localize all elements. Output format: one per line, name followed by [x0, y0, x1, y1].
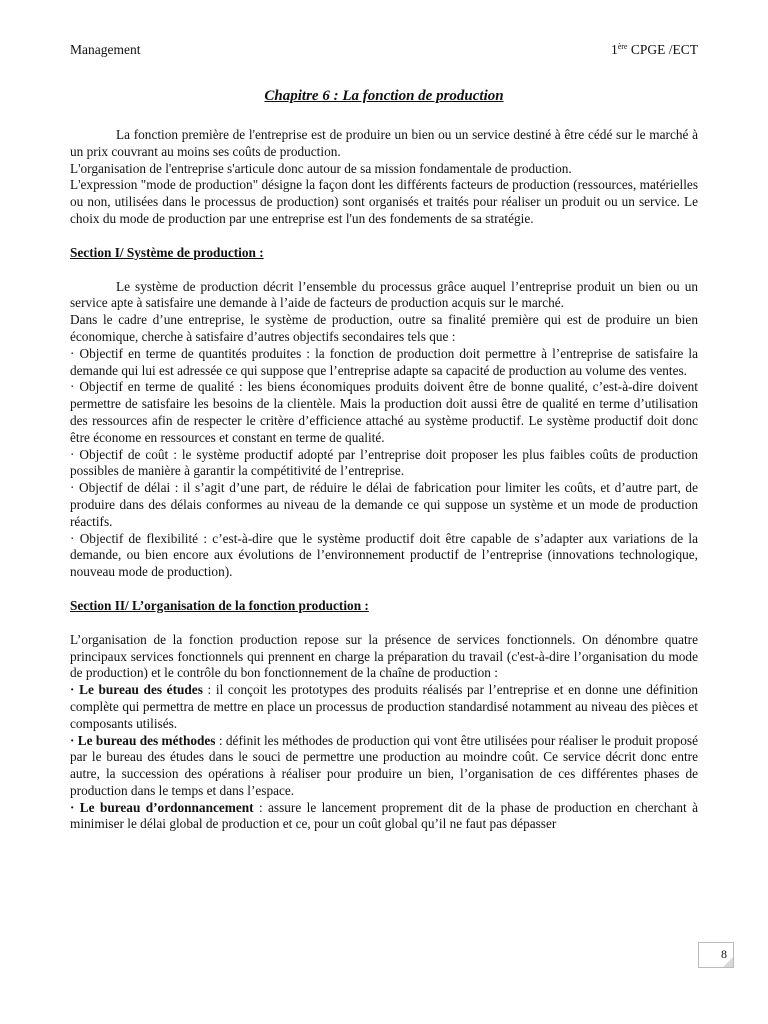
- service-label: · Le bureau d’ordonnancement: [70, 799, 254, 815]
- chapter-title: Chapitre 6 : La fonction de production: [264, 88, 504, 104]
- objective-cost: · Objectif de coût : le système productif adopté par l’entreprise doit proposer les plus faibles coûts de production possibles de manière à garantir la compétitivité de l’entreprise.: [70, 446, 698, 479]
- objective-quality: · Objectif en terme de qualité : les biens économiques produits doivent être de bonne qualité, c’est-à-dire doivent permettre de satisfaire les besoins de la clientèle. Mais la production doit aussi être de qualité en terme d’utilisation des ressources afin de respecter le critère d’efficience attaché au système productif. Le système productif doit donc être économe en ressources et constant en terme de qualité.: [70, 379, 698, 445]
- objective-quantity: · Objectif en terme de quantités produites : la fonction de production doit permettre à l’entreprise de satisfaire la demande qui lui est adressée ce qui suppose que l’entreprise adapte sa capacité de production au volume des ventes.: [70, 345, 698, 378]
- section-2-paragraph-1: L’organisation de la fonction production repose sur la présence de services fonctionnels. On dénombre quatre principaux services fonctionnels qui prennent en charge la préparation du travail (c'est-à-dire l’organisation du mode de production) et le contrôle du bon fonctionnement de la chaîne de production :: [70, 631, 698, 681]
- service-label: · Le bureau des études: [70, 682, 203, 698]
- service-bureau-ordonnancement: [70, 800, 698, 834]
- objective-delay: · Objectif de délai : il s’agit d’une part, de réduire le délai de fabrication pour limiter les coûts, et d’autre part, de produire dans des délais conformes au niveau de la demande ce qui suppose un système et un mode de production réactifs.: [70, 480, 698, 529]
- header-class-number: 1: [610, 42, 618, 57]
- header-subject: Management: [70, 42, 141, 57]
- section-1-paragraph-2: Dans le cadre d’une entreprise, le système de production, outre sa finalité première qui est de produire un bien économique, cherche à satisfaire d’autres objectifs secondaires tels que :: [70, 312, 698, 344]
- document-body: [70, 127, 698, 833]
- service-text: : définit les méthodes de production qui vont être utilisées pour réaliser le produit proposé par le bureau des études dans le souci de permettre une production au moindre coût. Ce service décrit donc entre autre, la succession des opérations à réaliser pour produire un bien, l’organisation de ces différentes phases de production dans le temps et dans l’espace.: [70, 732, 698, 798]
- page-header: [70, 42, 698, 58]
- section-1-paragraph-1: Le système de production décrit l’ensemble du processus grâce auquel l’entreprise produit un bien ou un service apte à satisfaire une demande à l’aide de facteurs de production acquis sur le marché.: [70, 278, 698, 311]
- service-bureau-methodes: [70, 733, 698, 800]
- intro-paragraph-3: L'expression "mode de production" désigne la façon dont les différents facteurs de production (ressources, matérielles ou non, utilisées dans le processus de production) sont organisés et traités pour réaliser un produit ou un service. Le choix du mode de production par une entreprise est l'un des fondements de sa stratégie.: [70, 177, 698, 226]
- service-bureau-etudes: [70, 682, 698, 732]
- page-fold-corner: [723, 957, 733, 967]
- section-1-title: Section I/ Système de production :: [70, 244, 264, 260]
- service-label: · Le bureau des méthodes: [70, 732, 216, 748]
- page-number: 8: [721, 947, 727, 961]
- page-number-box: [698, 942, 734, 968]
- service-text: : assure le lancement proprement dit de la phase de production en cherchant à minimiser le délai global de production et ce, pour un coût global qu’il ne faut pas dépasser: [70, 799, 698, 832]
- header-class-name: CPGE /ECT: [627, 42, 698, 57]
- header-class-sup: ère: [617, 42, 628, 51]
- header-class: [611, 42, 698, 58]
- service-text: : il conçoit les prototypes des produits réalisés par l’entreprise et en donne une définition complète qui permettra de mettre en place un processus de production standardisé notamment au niveau des pièces et composants utilisés.: [70, 682, 698, 731]
- intro-paragraph-1: La fonction première de l'entreprise est de produire un bien ou un service destiné à être cédé sur le marché à un prix couvrant au moins ses coûts de production.: [70, 127, 698, 159]
- intro-paragraph-2: L'organisation de l'entreprise s'articule donc autour de sa mission fondamentale de production.: [70, 160, 572, 176]
- section-2-title: Section II/ L’organisation de la fonction production :: [70, 597, 369, 613]
- objective-flexibility: · Objectif de flexibilité : c’est-à-dire que le système productif doit être capable de s’adapter aux variations de la demande, ou bien encore aux évolutions de l’environnement productif de l’entreprise (innovations technologique, nouveau mode de production).: [70, 530, 698, 580]
